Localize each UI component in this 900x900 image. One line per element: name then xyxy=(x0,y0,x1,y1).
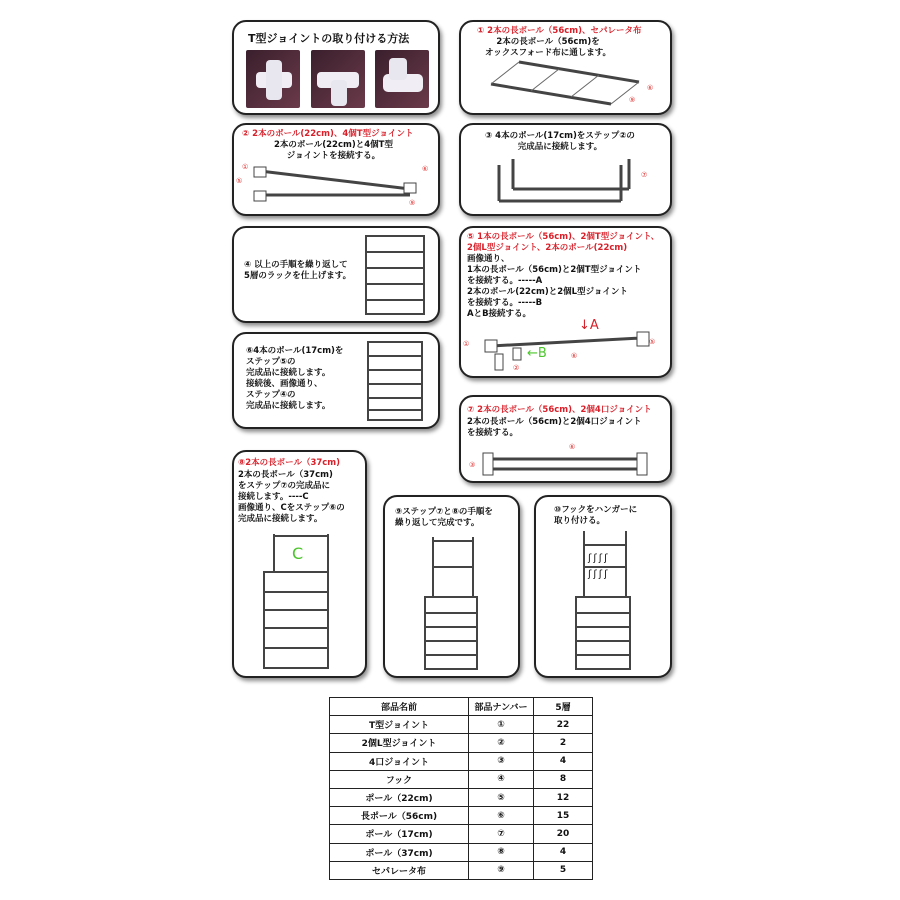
marker-6b: ⑥ xyxy=(422,165,429,173)
panel-step-1 xyxy=(459,20,672,115)
step-7-diagram xyxy=(461,397,674,485)
part-number: ⑥ xyxy=(469,807,534,825)
part-qty: 2 xyxy=(534,734,593,752)
table-row xyxy=(330,825,593,843)
t-joint-shape-3 xyxy=(375,50,429,108)
step-10-body: ⑩フックをハンガーに 取り付ける。 xyxy=(554,505,638,526)
part-qty: 15 xyxy=(534,807,593,825)
table-row xyxy=(330,843,593,861)
panel-step-3 xyxy=(459,123,672,216)
step-2-body: 2本のポール(22cm)と4個T型 ジョイントを接続する。 xyxy=(274,140,393,161)
label-b: ←B xyxy=(527,346,547,361)
marker-9: ⑨ xyxy=(629,96,636,104)
step-5-body: 画像通り、 1本の長ポール（56cm)と2個T型ジョイント を接続する。-----A 2本のポール(22cm)と2個L型ジョイント を接続する。-----B AとB接続する。 xyxy=(467,254,642,319)
part-qty: 5 xyxy=(534,861,593,879)
panel-step-2 xyxy=(232,123,440,216)
step-8-heading: ⑧2本の長ポール（37cm) xyxy=(238,458,341,468)
part-qty: 8 xyxy=(534,770,593,788)
panel-step-7 xyxy=(459,395,672,483)
part-name: 長ポール（56cm) xyxy=(330,807,469,825)
header-5-layer: 5層 xyxy=(534,698,593,716)
hook-icon: ʃʃʃʃ xyxy=(588,553,610,564)
t-joint-shape-1 xyxy=(246,50,300,108)
panel-step-10 xyxy=(534,495,672,678)
marker-6d: ⑥ xyxy=(569,443,576,451)
part-number: ⑨ xyxy=(469,861,534,879)
part-name: フック xyxy=(330,770,469,788)
table-row xyxy=(330,752,593,770)
part-number: ④ xyxy=(469,770,534,788)
part-number: ③ xyxy=(469,752,534,770)
part-qty: 22 xyxy=(534,716,593,734)
part-name: セパレータ布 xyxy=(330,861,469,879)
label-a: ↓A xyxy=(579,318,599,333)
t-joint-shape-2 xyxy=(311,50,365,108)
part-number: ① xyxy=(469,716,534,734)
panel-t-joint xyxy=(232,20,440,115)
header-part-number: 部品ナンバー xyxy=(469,698,534,716)
marker-3: ③ xyxy=(469,461,476,469)
step-1-body: 2本の長ポール（56cm)を オックスフォード布に通します。 xyxy=(485,37,612,58)
parts-table-header xyxy=(330,698,593,716)
table-row xyxy=(330,770,593,788)
marker-1: ① xyxy=(242,163,249,171)
part-name: T型ジョイント xyxy=(330,716,469,734)
panel-step-8 xyxy=(232,450,367,678)
step-1-heading: ① 2本の長ポール（56cm)、セパレータ布 xyxy=(477,26,642,36)
parts-table xyxy=(329,697,593,880)
step-8-diagram xyxy=(234,452,369,680)
table-row xyxy=(330,861,593,879)
part-number: ② xyxy=(469,734,534,752)
table-row xyxy=(330,716,593,734)
t-joint-photo-1 xyxy=(246,50,300,108)
marker-5: ⑤ xyxy=(236,177,243,185)
step-5-diagram xyxy=(461,228,674,380)
marker-1c: ① xyxy=(463,340,470,348)
marker-6: ⑥ xyxy=(647,84,654,92)
step-9-diagram xyxy=(385,497,522,680)
panel-step-9 xyxy=(383,495,520,678)
part-name: ポール（17cm) xyxy=(330,825,469,843)
part-qty: 20 xyxy=(534,825,593,843)
part-name: ポール（37cm) xyxy=(330,843,469,861)
step-6-diagram xyxy=(234,334,442,431)
hook-icon-2: ʃʃʃʃ xyxy=(588,569,610,580)
part-number: ⑤ xyxy=(469,788,534,806)
marker-5c: ⑤ xyxy=(649,338,656,346)
step-2-diagram xyxy=(234,125,442,218)
step-4-body: ④ 以上の手順を繰り返して 5層のラックを仕上げます。 xyxy=(244,260,352,281)
table-row xyxy=(330,807,593,825)
panel-step-6 xyxy=(232,332,440,429)
step-1-diagram xyxy=(461,22,674,117)
part-name: ポール（22cm) xyxy=(330,788,469,806)
marker-6c: ⑥ xyxy=(571,352,578,360)
header-part-name: 部品名前 xyxy=(330,698,469,716)
part-name: 4口ジョイント xyxy=(330,752,469,770)
label-c: C xyxy=(292,544,304,563)
table-row xyxy=(330,734,593,752)
step-3-diagram xyxy=(461,125,674,218)
marker-2: ② xyxy=(513,364,520,372)
marker-7: ⑦ xyxy=(641,171,648,179)
step-10-diagram xyxy=(536,497,674,680)
table-row xyxy=(330,788,593,806)
step-4-diagram xyxy=(234,228,442,325)
part-qty: 4 xyxy=(534,752,593,770)
panel-step-4 xyxy=(232,226,440,323)
part-number: ⑦ xyxy=(469,825,534,843)
panel-t-joint-title: T型ジョイントの取り付ける方法 xyxy=(248,32,410,45)
t-joint-photo-3 xyxy=(375,50,429,108)
part-name: 2個L型ジョイント xyxy=(330,734,469,752)
marker-9b: ⑨ xyxy=(409,199,416,207)
step-2-heading: ② 2本のポール(22cm)、4個T型ジョイント xyxy=(242,129,414,139)
step-8-body: 2本の長ポール（37cm) をステップ⑦の完成品に 接続します。----C 画像通り、Cをステップ⑥の 完成品に接続します。 xyxy=(238,470,345,524)
step-5-heading: ⑤ 1本の長ポール（56cm)、2個T型ジョイント、 2個L型ジョイント、2本のポール(22cm) xyxy=(467,232,660,253)
step-7-heading: ⑦ 2本の長ポール（56cm)、2個4口ジョイント xyxy=(467,405,652,415)
part-qty: 12 xyxy=(534,788,593,806)
t-joint-photo-2 xyxy=(311,50,365,108)
step-3-body: ③ 4本のポール(17cm)をステップ②の 完成品に接続します。 xyxy=(485,131,635,152)
part-qty: 4 xyxy=(534,843,593,861)
step-9-body: ⑨ステップ⑦と⑧の手順を 繰り返して完成です。 xyxy=(395,507,493,528)
step-7-body: 2本の長ポール（56cm)と2個4口ジョイント を接続する。 xyxy=(467,417,642,438)
panel-step-5 xyxy=(459,226,672,378)
part-number: ⑧ xyxy=(469,843,534,861)
step-6-body: ⑥4本のポール(17cm)を ステップ⑤の 完成品に接続します。 接続後、画像通り、 ステップ④の 完成品に接続します。 xyxy=(246,346,344,411)
